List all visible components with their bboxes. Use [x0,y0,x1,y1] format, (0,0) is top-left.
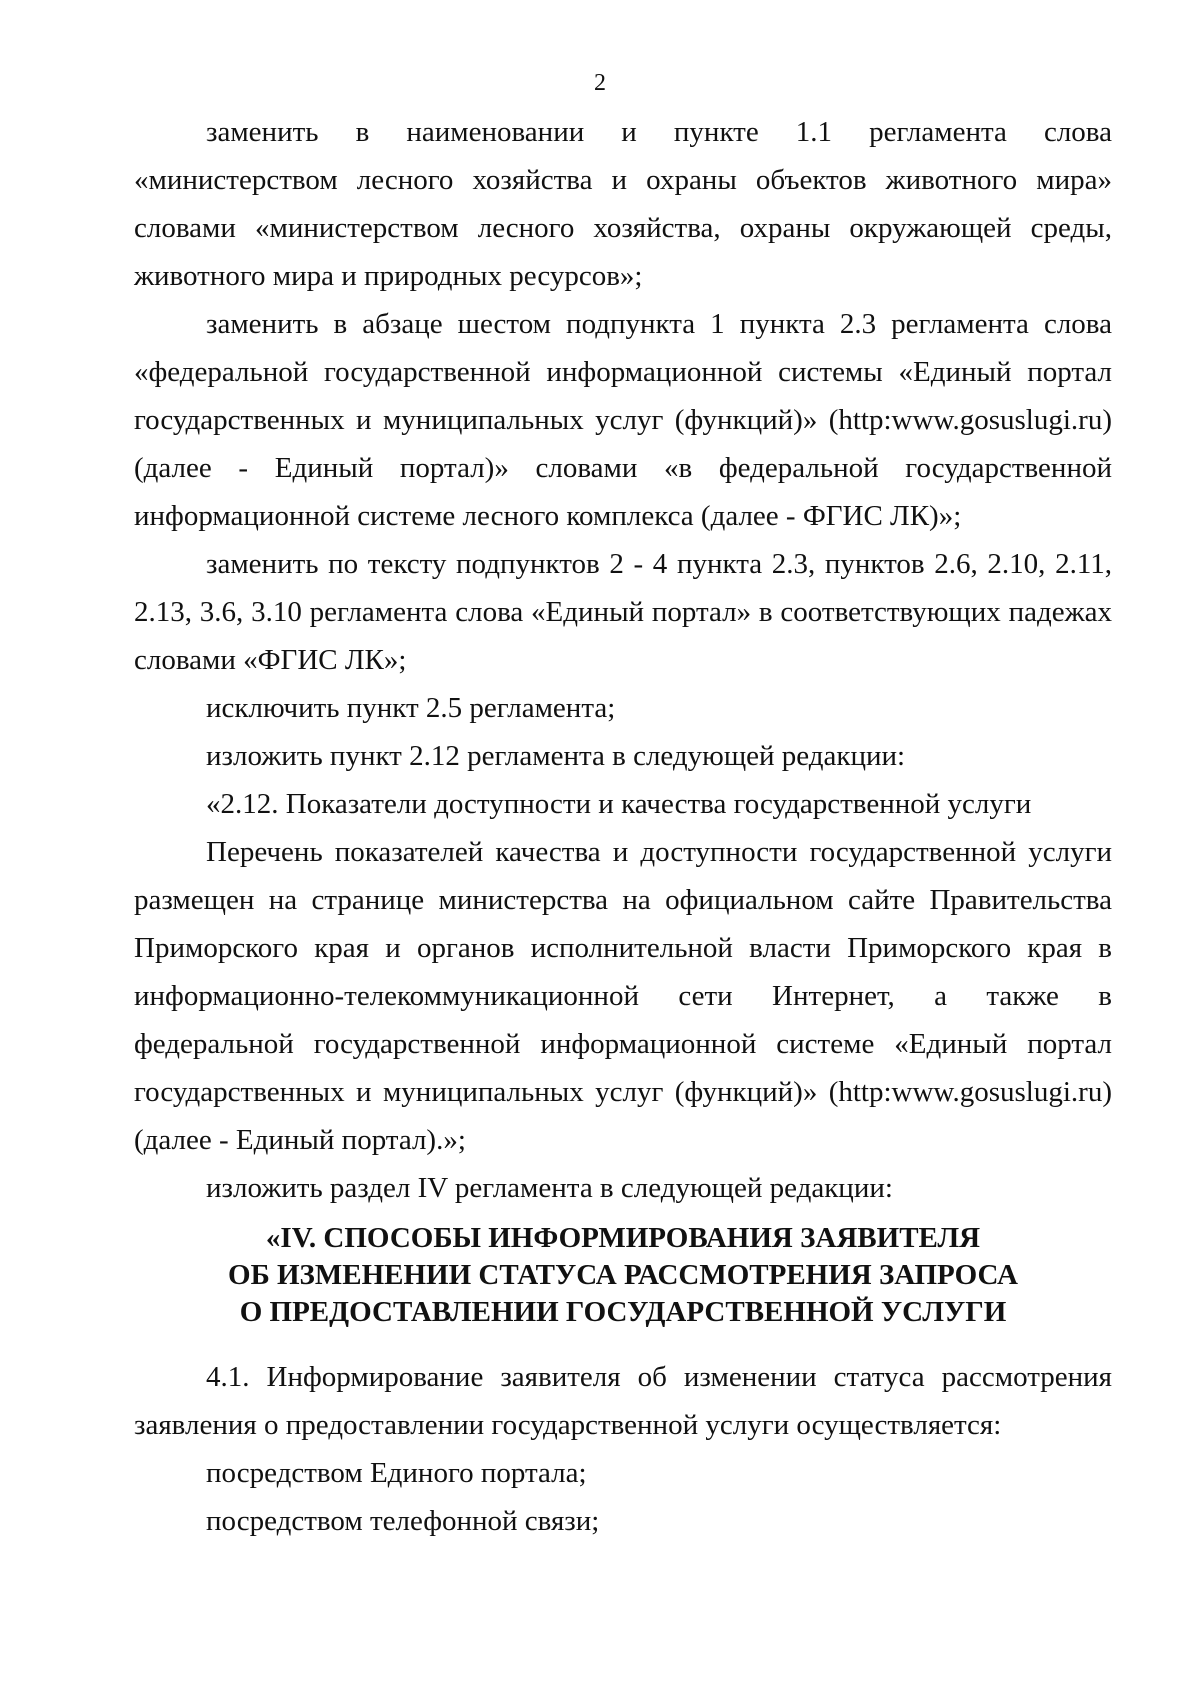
paragraph-rename-ministry: заменить в наименовании и пункте 1.1 регламента слова «министерством лесного хозяйства и охраны объектов животного мира» словами «министерством лесного хозяйства, охраны окружающей среды, животного мира и природных ресурсов»; [134,116,1112,292]
page-number: 2 [594,70,606,96]
paragraph-replace-portal-clause: заменить в абзаце шестом подпункта 1 пункта 2.3 регламента слова «федеральной государственной информационной системы «Единый портал государственных и муниципальных услуг (функций)» (http:www.gosuslugi.ru) (далее - Единый портал)» словами «в федеральной государственной информационной системе лесного комплекса (далее - ФГИС ЛК)»; [134,308,1112,532]
paragraph-4-1: 4.1. Информирование заявителя об изменении статуса рассмотрения заявления о предоставлении государственной услуги осуществляется: [134,1361,1112,1441]
paragraph-via-phone: посредством телефонной связи; [206,1505,600,1537]
paragraph-restate-2-12: изложить пункт 2.12 регламента в следующей редакции: [206,740,906,772]
paragraph-exclude-2-5: исключить пункт 2.5 регламента; [206,692,616,724]
paragraph-2-12-body: Перечень показателей качества и доступности государственной услуги размещен на странице министерства на официальном сайте Правительства Приморского края и органов исполнительной власти Приморского края в информационно-телекоммуникационной сети Интернет, а также в федеральной государственной информационной системе «Единый портал государственных и муниципальных услуг (функций)» (http:www.gosuslugi.ru) (далее - Единый портал).»; [134,836,1112,1156]
paragraph-2-12-title: «2.12. Показатели доступности и качества государственной услуги [206,788,1032,820]
paragraph-via-portal: посредством Единого портала; [206,1457,587,1489]
section-iv-heading [134,1220,1112,1331]
section-heading-line: О ПРЕДОСТАВЛЕНИИ ГОСУДАРСТВЕННОЙ УСЛУГИ [239,1296,1007,1328]
section-heading-line: ОБ ИЗМЕНЕНИИ СТАТУСА РАССМОТРЕНИЯ ЗАПРОСА [228,1259,1018,1291]
paragraph-replace-portal-text: заменить по тексту подпунктов 2 - 4 пункта 2.3, пунктов 2.6, 2.10, 2.11, 2.13, 3.6, 3.10 регламента слова «Единый портал» в соответствующих падежах словами «ФГИС ЛК»; [134,548,1112,676]
paragraph-restate-section-iv: изложить раздел IV регламента в следующей редакции: [206,1172,893,1204]
section-heading-line: «IV. СПОСОБЫ ИНФОРМИРОВАНИЯ ЗАЯВИТЕЛЯ [265,1222,981,1254]
document-body [134,108,1112,1545]
